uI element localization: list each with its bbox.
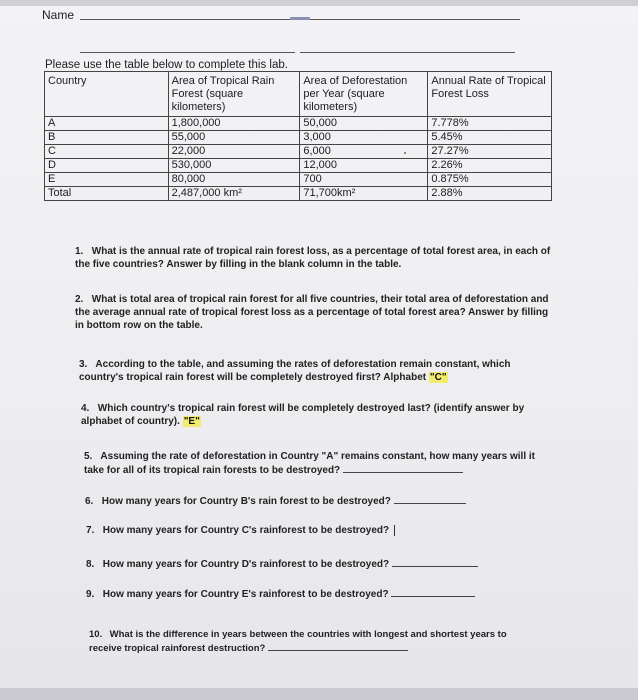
cell-loss-rate[interactable]: 27.27% [428, 145, 552, 159]
answer-blank[interactable] [392, 557, 478, 567]
cell-total-label: Total [45, 187, 169, 201]
cell-loss-rate[interactable]: 7.778% [428, 117, 552, 131]
cell-deforestation: 3,000 [300, 131, 428, 145]
cell-total-deforestation[interactable]: 71,700km² [300, 187, 428, 201]
question-7: 7. How many years for Country C's rainforest to be destroyed? [86, 524, 546, 537]
text-cursor [394, 525, 395, 536]
instructions-text: Please use the table below to complete this lab. [45, 59, 288, 71]
table-header-row [45, 72, 552, 117]
cell-forest-area: 1,800,000 [168, 117, 300, 131]
table-row [45, 159, 552, 173]
question-10: 10. What is the difference in years between the countries with longest and shortest years to receive tropical rainforest destruction? [89, 629, 507, 654]
question-text: What is total area of tropical rain forest for all five countries, their total area of deforestation and the average annual rate of tropical forest loss as a percentage of total forest area? Answer by filling in bottom row on the table. [75, 294, 549, 331]
cell-deforestation: 700 [300, 173, 428, 187]
question-2: 2. What is total area of tropical rain forest for all five countries, their total area of deforestation and the average annual rate of tropical forest loss as a percentage of total forest area? Answer by filling in bottom row on the table. [75, 294, 549, 331]
cell-deforestation: 6,000 [300, 145, 428, 159]
cell-country: B [45, 131, 169, 145]
cell-forest-area: 55,000 [168, 131, 300, 145]
answer-blank[interactable] [391, 587, 475, 597]
question-1: 1. What is the annual rate of tropical rain forest loss, as a percentage of total forest area, in each of the five countries? Answer by filling in the blank column in the table. [75, 246, 551, 270]
question-text: According to the table, and assuming the rates of deforestation remain constant, which country's tropical rain forest will be completely destroyed first? Alphabet [79, 359, 511, 383]
top-page-edge [0, 0, 638, 6]
cell-country: E [45, 173, 169, 187]
header-country: Country [45, 72, 169, 117]
table-row [45, 117, 552, 131]
table-row [45, 173, 552, 187]
question-4: 4. Which country's tropical rain forest will be completely destroyed last? (identify answer by alphabet of country). "E" [81, 403, 525, 427]
stray-dot [404, 152, 406, 154]
bottom-page-edge [0, 688, 638, 700]
cell-country: D [45, 159, 169, 173]
blank-line-left [80, 52, 295, 53]
header-loss-rate: Annual Rate of Tropical Forest Loss [428, 72, 552, 117]
cell-forest-area: 22,000 [168, 145, 300, 159]
question-6: 6. How many years for Country B's rain forest to be destroyed? [85, 494, 545, 508]
answer-blank[interactable] [394, 494, 466, 504]
cell-loss-rate[interactable]: 5.45% [428, 131, 552, 145]
table-row [45, 145, 552, 159]
question-text: What is the annual rate of tropical rain forest loss, as a percentage of total forest area, in each of the five countries? Answer by filling in the blank column in the table. [75, 246, 551, 270]
cell-country: A [45, 117, 169, 131]
question-8: 8. How many years for Country D's rainforest to be destroyed? [86, 557, 546, 571]
table-total-row [45, 187, 552, 201]
answer-blank[interactable] [343, 463, 463, 473]
deforestation-table [44, 71, 552, 201]
cell-deforestation: 50,000 [300, 117, 428, 131]
question-text: How many years for Country B's rain forest to be destroyed? [101, 496, 391, 507]
cell-total-forest-area[interactable]: 2,487,000 km² [168, 187, 300, 201]
answer-blank[interactable] [268, 641, 408, 651]
question-text: How many years for Country E's rainforest to be destroyed? [102, 589, 389, 600]
cell-loss-rate[interactable]: 0.875% [428, 173, 552, 187]
name-label: Name [42, 8, 75, 22]
question-3: 3. According to the table, and assuming the rates of deforestation remain constant, which country's tropical rain forest will be completely destroyed first? Alphabet "C" [79, 359, 511, 383]
question-text: What is the difference in years between the countries with longest and shortest years to receive tropical rainforest destruction? [89, 629, 507, 654]
cell-country: C [45, 145, 169, 159]
pen-mark [290, 17, 310, 20]
question-text: Assuming the rate of deforestation in Country "A" remains constant, how many years will it take for all of its tropical rain forests to be destroyed? [84, 451, 535, 476]
answer-highlight[interactable]: "E" [183, 416, 200, 427]
question-text: How many years for Country C's rainforest to be destroyed? [102, 525, 390, 536]
header-forest-area: Area of Tropical Rain Forest (square kilometers) [168, 72, 300, 117]
question-9: 9. How many years for Country E's rainforest to be destroyed? [86, 587, 546, 601]
question-5: 5. Assuming the rate of deforestation in Country "A" remains constant, how many years will it take for all of its tropical rain forests to be destroyed? [84, 451, 535, 476]
header-deforestation: Area of Deforestation per Year (square kilometers) [300, 72, 428, 117]
cell-deforestation: 12,000 [300, 159, 428, 173]
cell-forest-area: 530,000 [168, 159, 300, 173]
cell-loss-rate[interactable]: 2.26% [428, 159, 552, 173]
cell-total-loss-rate[interactable]: 2.88% [428, 187, 552, 201]
answer-highlight[interactable]: "C" [429, 372, 447, 383]
question-text: Which country's tropical rain forest will be completely destroyed last? (identify answer by alphabet of country). [81, 403, 525, 427]
cell-forest-area: 80,000 [168, 173, 300, 187]
table-row [45, 131, 552, 145]
question-text: How many years for Country D's rainforest to be destroyed? [102, 559, 390, 570]
blank-line-right [300, 52, 515, 53]
